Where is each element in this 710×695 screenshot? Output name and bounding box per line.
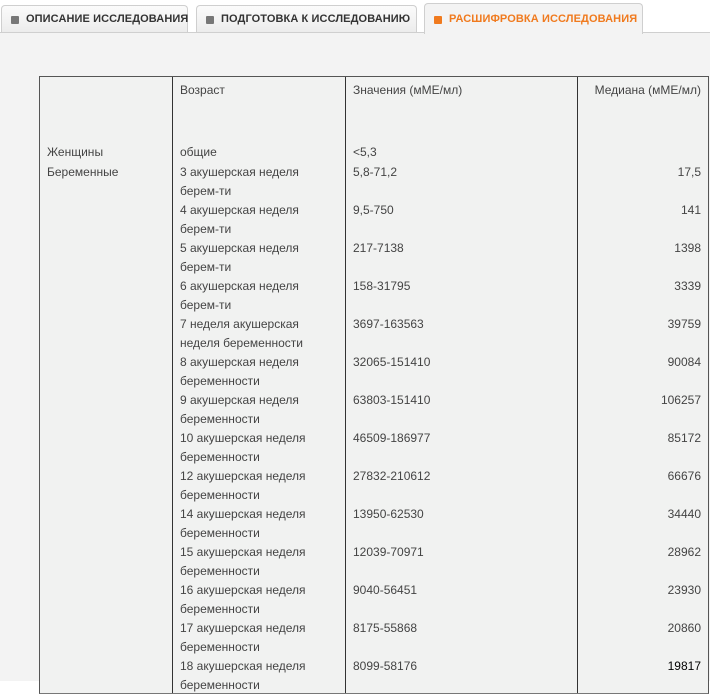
row-range-cell: 63803-151410 (353, 393, 431, 407)
row-range-cell: <5,3 (353, 145, 377, 159)
row-age-cell (180, 391, 342, 429)
row-median-cell: 1398 (674, 241, 701, 255)
row-age-cell (180, 429, 342, 467)
age-line: 18 акушерская неделя (180, 659, 306, 673)
row-range-cell: 9040-56451 (353, 583, 418, 597)
row-age-cell (180, 315, 342, 353)
row-range-cell: 8099-58176 (353, 659, 418, 673)
age-line: 6 акушерская неделя (180, 279, 299, 293)
tab-bar (0, 0, 710, 34)
row-group-cell: Беременные (47, 165, 119, 179)
row-age-cell (180, 143, 342, 162)
row-range-cell: 8175-55868 (353, 621, 418, 635)
row-range-cell: 27832-210612 (353, 469, 431, 483)
row-median-cell: 39759 (667, 317, 701, 331)
row-range-cell: 5,8-71,2 (353, 165, 398, 179)
row-range-cell: 12039-70971 (353, 545, 424, 559)
row-age-cell (180, 353, 342, 391)
tab-marker-icon (434, 16, 442, 24)
age-line: берем-ти (180, 222, 232, 236)
age-line: 9 акушерская неделя (180, 393, 299, 407)
row-range-cell: 46509-186977 (353, 431, 431, 445)
age-line: беременности (180, 488, 260, 502)
age-line: беременности (180, 450, 260, 464)
header-median: Медиана (мМЕ/мл) (594, 83, 701, 97)
row-range-cell: 158-31795 (353, 279, 411, 293)
row-median-cell: 20860 (667, 621, 701, 635)
age-line: 16 акушерская неделя (180, 583, 306, 597)
tab-panel (0, 32, 710, 692)
age-line: 15 акушерская неделя (180, 545, 306, 559)
age-line: 3 акушерская неделя (180, 165, 299, 179)
reference-values-table (39, 76, 709, 694)
row-age-cell (180, 467, 342, 505)
row-median-cell: 28962 (667, 545, 701, 559)
row-age-cell (180, 619, 342, 657)
row-median-cell: 141 (680, 203, 701, 217)
row-range-cell: 13950-62530 (353, 507, 424, 521)
age-line: беременности (180, 640, 260, 654)
age-line: общие (180, 145, 217, 159)
header-age: Возраст (180, 83, 225, 97)
tab-label: РАСШИФРОВКА ИССЛЕДОВАНИЯ (449, 13, 638, 25)
row-median-cell: 17,5 (677, 165, 701, 179)
age-line: беременности (180, 412, 260, 426)
row-median-cell: 106257 (660, 393, 701, 407)
row-age-cell (180, 657, 342, 695)
age-line: беременности (180, 374, 260, 388)
age-line: 7 неделя акушерская (180, 317, 299, 331)
tab-marker-icon (206, 16, 214, 24)
tab-description[interactable] (1, 5, 188, 32)
tab-preparation[interactable] (196, 5, 417, 32)
row-age-cell (180, 543, 342, 581)
row-age-cell (180, 201, 342, 239)
tab-label: ПОДГОТОВКА К ИССЛЕДОВАНИЮ (221, 13, 411, 25)
row-range-cell: 9,5-750 (353, 203, 394, 217)
age-line: 17 акушерская неделя (180, 621, 306, 635)
row-age-cell (180, 163, 342, 201)
column-divider (172, 77, 173, 693)
row-age-cell (180, 277, 342, 315)
age-line: 12 акушерская неделя (180, 469, 306, 483)
row-group-cell: Женщины (47, 145, 104, 159)
age-line: 8 акушерская неделя (180, 355, 299, 369)
age-line: неделя беременности (180, 336, 303, 350)
row-median-cell: 66676 (667, 469, 701, 483)
age-line: берем-ти (180, 298, 232, 312)
row-median-cell: 3339 (674, 279, 701, 293)
age-line: 4 акушерская неделя (180, 203, 299, 217)
header-values: Значения (мМЕ/мл) (353, 83, 463, 97)
row-age-cell (180, 505, 342, 543)
row-range-cell: 32065-151410 (353, 355, 431, 369)
age-line: беременности (180, 602, 260, 616)
row-median-cell: 85172 (667, 431, 701, 445)
row-age-cell (180, 239, 342, 277)
row-median-cell: 34440 (667, 507, 701, 521)
tab-label: ОПИСАНИЕ ИССЛЕДОВАНИЯ (26, 13, 189, 25)
row-median-cell: 19817 (667, 659, 701, 673)
row-median-cell: 90084 (667, 355, 701, 369)
column-divider (577, 77, 578, 693)
age-line: берем-ти (180, 184, 232, 198)
age-line: беременности (180, 526, 260, 540)
row-median-cell: 23930 (667, 583, 701, 597)
row-age-cell (180, 581, 342, 619)
tab-marker-icon (11, 16, 19, 24)
age-line: 5 акушерская неделя (180, 241, 299, 255)
age-line: 10 акушерская неделя (180, 431, 306, 445)
age-line: беременности (180, 678, 260, 692)
age-line: 14 акушерская неделя (180, 507, 306, 521)
row-range-cell: 3697-163563 (353, 317, 424, 331)
column-divider (345, 77, 346, 693)
tab-interpretation[interactable] (424, 3, 643, 34)
age-line: берем-ти (180, 260, 232, 274)
row-range-cell: 217-7138 (353, 241, 404, 255)
age-line: беременности (180, 564, 260, 578)
